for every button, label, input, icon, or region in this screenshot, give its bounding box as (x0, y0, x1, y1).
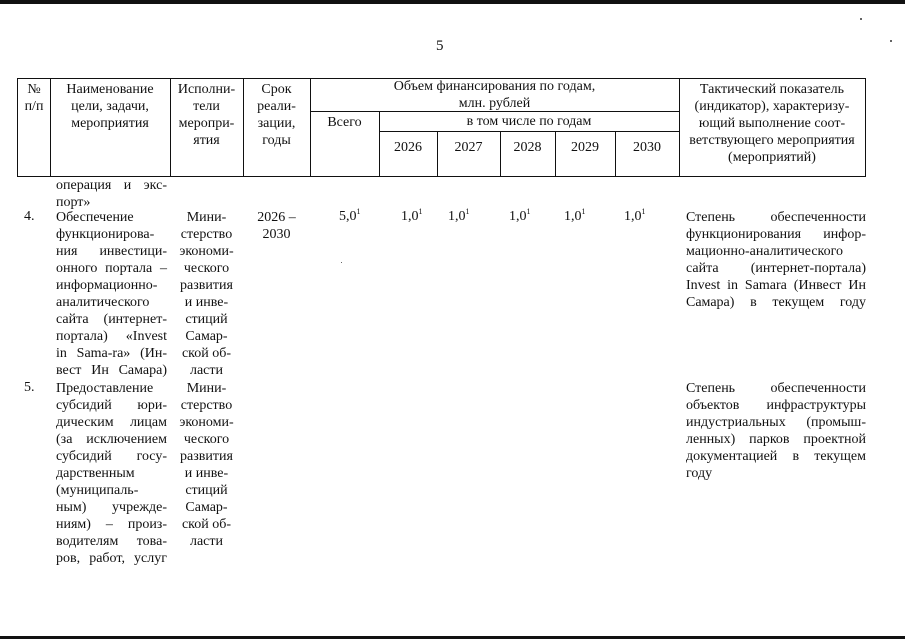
continuation-text: операция и экс- порт» (56, 178, 167, 210)
row-name: Предоставление субсидий юри- дическим лицам (за исключением субсидий госу- дарственным (муниципаль- ным) учрежде- ниям) – произ- водителям това- ров, работ, услуг (56, 381, 167, 566)
page-number: 5 (436, 38, 444, 54)
row-indicator: Степень обеспеченности функционирования инфор- мационно-аналитического сайта (интернет-портала) Invest in Samara (Инвест Ин Самара) в текущем году (686, 210, 866, 310)
bottom-border (0, 636, 905, 639)
row-executors: Мини- стерство экономи- ческого развития и инве- стиций Самар- ской об- ласти (179, 210, 234, 378)
row-year-value: $1,0^1$ (401, 207, 423, 224)
scan-speck (890, 40, 892, 42)
row-total: $5,0^1$ (339, 207, 361, 224)
row-year-value: $1,0^1$ (624, 207, 646, 224)
header-executors: Исполни- тели меропри- ятия (177, 82, 236, 148)
row-year-value: $1,0^1$ (448, 207, 470, 224)
header-year: 2028 (513, 140, 542, 155)
header-year: 2027 (454, 140, 483, 155)
header-year: 2026 (394, 140, 422, 155)
scan-speck (860, 18, 862, 20)
header-indicator: Тактический показатель (индикатор), характеризу- ющий выполнение соот- ветствующего мероприятия (мероприятий) (689, 82, 855, 165)
row-indicator: Степень обеспеченности объектов инфраструктуры индустриальных (промыш- ленных) парков проектной документацией в текущем году (686, 381, 866, 481)
row-term: 2026 – 2030 (257, 210, 296, 242)
row-year-value: $1,0^1$ (564, 207, 586, 224)
header-term: Срок реали- зации, годы (257, 82, 296, 148)
row-executors: Мини- стерство экономи- ческого развития и инве- стиций Самар- ской об- ласти (179, 381, 234, 549)
row-number: 4. (24, 209, 35, 224)
scan-speck (341, 262, 342, 263)
header-year: 2029 (571, 140, 599, 155)
header-year: 2030 (633, 140, 661, 155)
header-name: Наименование цели, задачи, мероприятия (66, 82, 154, 131)
row-name: Обеспечение функционирова- ния инвестици- онного портала – информационно- аналитического сайта (интернет- портала) «Invest in Sama-ra» (Ин- вест Ин Самара) (56, 210, 167, 378)
header-num: № п/п (24, 82, 44, 114)
header-funding: Объем финансирования по годам, млн. рублей (393, 79, 596, 111)
header-total: Всего (327, 115, 362, 130)
header-by-years: в том числе по годам (466, 114, 592, 129)
row-number: 5. (24, 380, 35, 395)
top-border (0, 0, 905, 4)
row-year-value: $1,0^1$ (509, 207, 531, 224)
